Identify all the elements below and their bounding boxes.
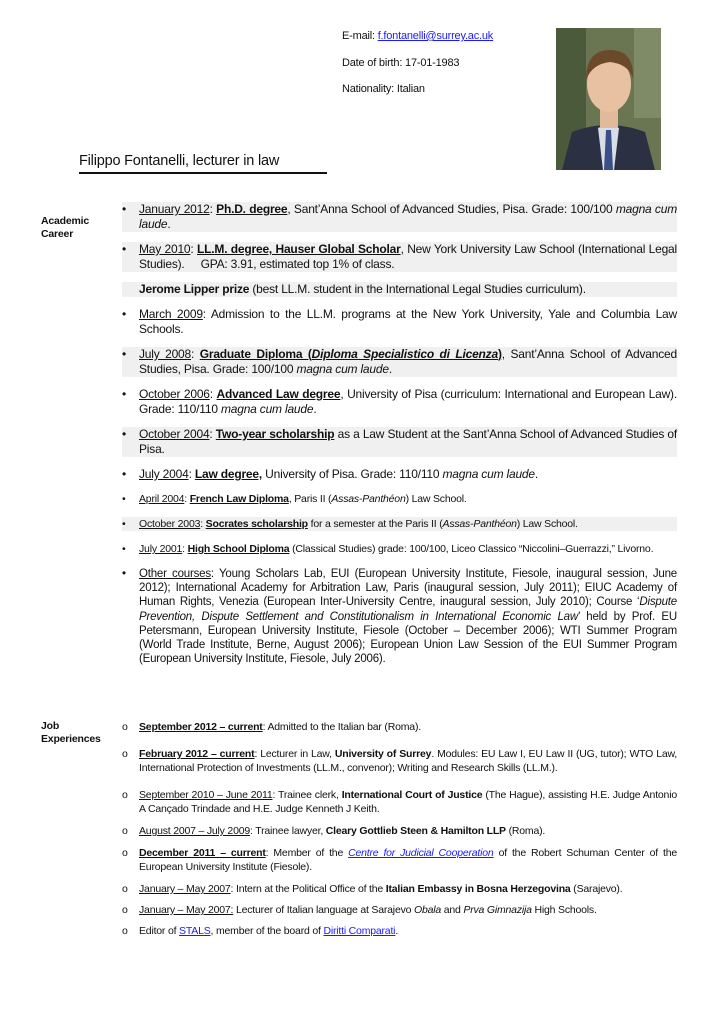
list-item: [122, 307, 677, 337]
item-text: :: [209, 427, 216, 441]
email-link[interactable]: f.fontanelli@surrey.ac.uk: [377, 30, 494, 42]
item-date: January – May 2007:: [139, 904, 234, 916]
nationality: Nationality: Italian: [342, 83, 425, 95]
bullet-icon: •: [122, 518, 126, 530]
item-italic: magna cum laude: [139, 202, 677, 231]
item-text: :: [190, 242, 197, 256]
item-title: Ph.D. degree: [216, 202, 288, 216]
item-text: : Trainee lawyer,: [250, 825, 326, 837]
item-text: : Trainee clerk,: [272, 789, 342, 801]
item-text: (Roma).: [505, 825, 546, 837]
item-title: International Court of Justice: [341, 789, 483, 801]
academic-list: [122, 202, 677, 666]
item-date: January 2012: [139, 202, 210, 216]
centre-judicial-cooperation-link[interactable]: Centre for Judicial Cooperation: [348, 847, 494, 859]
item-text: University of Pisa. Grade: 110/110: [262, 467, 443, 481]
item-title: Two-year scholarship: [215, 427, 335, 441]
item-text: :: [209, 387, 217, 401]
list-item: [122, 720, 677, 734]
item-italic: magna cum laude: [296, 362, 389, 376]
portrait-photo: [556, 28, 661, 170]
item-italic: Obala: [414, 904, 442, 916]
item-italic: Assas-Panthéon: [442, 518, 517, 530]
item-date: February 2012 – current: [139, 748, 255, 760]
bullet-icon: o: [122, 925, 128, 937]
bullet-icon: •: [122, 307, 127, 321]
list-item: [122, 882, 677, 896]
item-text: : Member of the: [265, 847, 349, 859]
bullet-icon: •: [122, 568, 126, 580]
item-title: LL.M. degree, Hauser Global Scholar: [197, 242, 401, 256]
item-text: and: [441, 904, 464, 916]
item-title: Cleary Gottlieb Steen & Hamilton LLP: [325, 825, 506, 837]
item-date: May 2010: [139, 242, 191, 256]
bullet-icon: o: [122, 904, 128, 916]
item-italic: Prva Gimnazija: [463, 904, 532, 916]
item-date: July 2008: [139, 347, 192, 361]
bullet-icon: o: [122, 721, 128, 733]
list-item: [122, 747, 677, 775]
item-text: .: [167, 217, 171, 231]
item-title: High School Diploma: [187, 543, 290, 555]
item-text: : Young Scholars Lab, EUI (European University Institute, Fiesole, inaugural session, June 2012); International Academy for Arbitration Law, Paris (inaugural session, July 2011); EIUC Academy of Human Rights, Venezia (European Inter-University Centre, inaugural session, July 2010); Course ‘: [139, 568, 677, 609]
bullet-icon: o: [122, 748, 128, 760]
item-date: Other courses: [139, 568, 211, 580]
item-date: October 2006: [139, 387, 210, 401]
section-label-line: Job: [41, 720, 60, 732]
item-date: October 2004: [139, 427, 210, 441]
item-title: Advanced Law degree: [216, 387, 341, 401]
item-text: : Lecturer in Law,: [254, 748, 335, 760]
item-italic: magna cum laude: [220, 402, 314, 416]
item-text: : Intern at the Political Office of the: [230, 883, 386, 895]
item-text: (Sarajevo).: [570, 883, 623, 895]
item-text: , Paris II (: [288, 493, 332, 505]
item-title: Diploma Specialistico di Licenza: [311, 347, 498, 361]
item-text: .: [388, 362, 392, 376]
item-text: , Sant’Anna School of Advanced Studies, Pisa. Grade: 100/100: [139, 347, 677, 376]
jobs-list: [122, 720, 677, 938]
email-line: [342, 29, 493, 56]
bullet-icon: o: [122, 789, 128, 801]
item-text: ’ held by Prof. EU Petersmann, European University Institute, Fiesole (October – December 2006); WTI Summer Program (World Trade Institute, Berne, August 2006); European Union Law Session of the EUI Summer Program (European University Institute, Fiesole, July 2006).: [139, 610, 677, 666]
item-title: Italian Embassy in Bosna Herzegovina: [385, 883, 571, 895]
bullet-icon: o: [122, 825, 128, 837]
list-item: [122, 387, 677, 417]
item-text: (Classical Studies) grade: 100/100, Liceo Classico “Niccolini–Guerrazzi,” Livorno.: [289, 543, 654, 555]
bullet-icon: •: [122, 347, 127, 361]
item-text: , New York University Law School (International Legal Studies).: [139, 242, 677, 271]
section-label-line: Experiences: [41, 733, 101, 745]
item-italic: magna cum laude: [442, 467, 535, 481]
bullet-icon: o: [122, 883, 128, 895]
list-item: [122, 542, 677, 556]
item-text: .: [313, 402, 317, 416]
diritti-comparati-link[interactable]: Diritti Comparati: [323, 925, 396, 937]
prize-line: [122, 282, 677, 297]
item-title: French Law Diploma: [189, 493, 289, 505]
item-text: (The Hague), assisting H.E. Judge Antonio A Cançado Trindade and H.E. Judge Kenneth J Keith.: [139, 789, 677, 815]
item-text: : Admitted to the Italian bar (Roma).: [262, 721, 421, 733]
bullet-icon: •: [122, 202, 127, 216]
item-text: (best LL.M. student in the International Legal Studies curriculum).: [249, 282, 586, 296]
section-label-academic: [41, 215, 89, 241]
item-title: Socrates scholarship: [205, 518, 308, 530]
item-text: :: [191, 347, 200, 361]
item-text: , University of Pisa (curriculum: International and European Law). Grade: 110/110: [139, 387, 677, 416]
list-item: [122, 347, 677, 377]
item-text: .: [395, 925, 399, 937]
list-item: [122, 846, 677, 874]
list-item: [122, 492, 677, 506]
item-date: October 2003: [139, 518, 201, 530]
item-text: ) Law School.: [516, 518, 578, 530]
list-item: [122, 427, 677, 457]
list-item: [122, 467, 677, 482]
list-item: [122, 242, 677, 272]
item-text: Editor of: [139, 925, 180, 937]
list-item: [122, 824, 677, 838]
item-text: for a semester at the Paris II (: [307, 518, 443, 530]
list-item: [122, 924, 677, 938]
item-text: Lecturer of Italian language at Sarajevo: [233, 904, 414, 916]
item-date: January – May 2007: [139, 883, 231, 895]
page-title: Filippo Fontanelli, lecturer in law: [79, 153, 327, 174]
section-label-line: Academic: [41, 215, 90, 227]
list-item: [122, 903, 677, 917]
list-item: [122, 517, 677, 531]
item-date: September 2010 – June 2011: [139, 789, 273, 801]
bullet-icon: •: [122, 493, 126, 505]
item-title: Graduate Diploma (: [199, 347, 312, 361]
item-date: April 2004: [139, 493, 185, 505]
item-date: July 2004: [139, 467, 189, 481]
bullet-icon: •: [122, 242, 127, 256]
item-text: : Admission to the LL.M. programs at the New York University, Yale and Columbia Law Schools.: [139, 307, 677, 336]
item-text: . Modules: EU Law I, EU Law II (UG, tutor); WTO Law, International Protection of Investments (LL.M., convenor); Writing and Research Skills (LL.M.).: [139, 748, 677, 774]
bullet-icon: •: [122, 387, 127, 401]
item-text: :: [188, 467, 195, 481]
bullet-icon: •: [122, 427, 127, 441]
portrait-illustration: [556, 28, 661, 170]
item-text: :: [182, 543, 188, 555]
item-title: Law degree,: [194, 467, 263, 481]
item-text: , Sant’Anna School of Advanced Studies, Pisa. Grade: 100/100: [287, 202, 616, 216]
item-italic: Dispute Prevention, Dispute Settlement and Constitutionalism in International Economic Law: [139, 596, 677, 623]
item-text: of the Robert Schuman Center of the European University Institute (Fiesole).: [139, 847, 677, 873]
item-title: University of Surrey: [334, 748, 432, 760]
bullet-icon: •: [122, 543, 126, 555]
bullet-icon: •: [122, 467, 127, 481]
list-item: [122, 788, 677, 816]
item-date: March 2009: [139, 307, 203, 321]
list-item: [122, 567, 677, 666]
item-text: High Schools.: [531, 904, 597, 916]
list-item: [122, 202, 677, 232]
section-label-jobs: [41, 720, 101, 746]
email-label: E-mail:: [342, 30, 378, 42]
contact-block: [342, 29, 493, 109]
item-text: ) Law School.: [405, 493, 467, 505]
item-text: :: [184, 493, 190, 505]
item-text: :: [200, 518, 206, 530]
date-of-birth: Date of birth: 17-01-1983: [342, 56, 460, 69]
item-date: September 2012 – current: [139, 721, 263, 733]
item-text: :: [209, 202, 217, 216]
item-date: August 2007 – July 2009: [139, 825, 250, 837]
item-text: .: [534, 467, 539, 481]
item-title: Jerome Lipper prize: [139, 282, 250, 296]
item-text: , member of the board of: [210, 925, 324, 937]
item-text: GPA: 3.91, estimated top 1% of class.: [200, 257, 395, 271]
item-date: December 2011 – current: [139, 847, 266, 859]
stals-link[interactable]: STALS: [179, 925, 211, 937]
item-text: as a Law Student at the Sant’Anna School of Advanced Studies of Pisa.: [139, 427, 677, 456]
bullet-icon: o: [122, 847, 128, 859]
item-italic: Assas-Panthéon: [331, 493, 406, 505]
section-label-line: Career: [41, 228, 74, 240]
item-date: July 2001: [139, 543, 183, 555]
item-title: ): [497, 347, 502, 361]
